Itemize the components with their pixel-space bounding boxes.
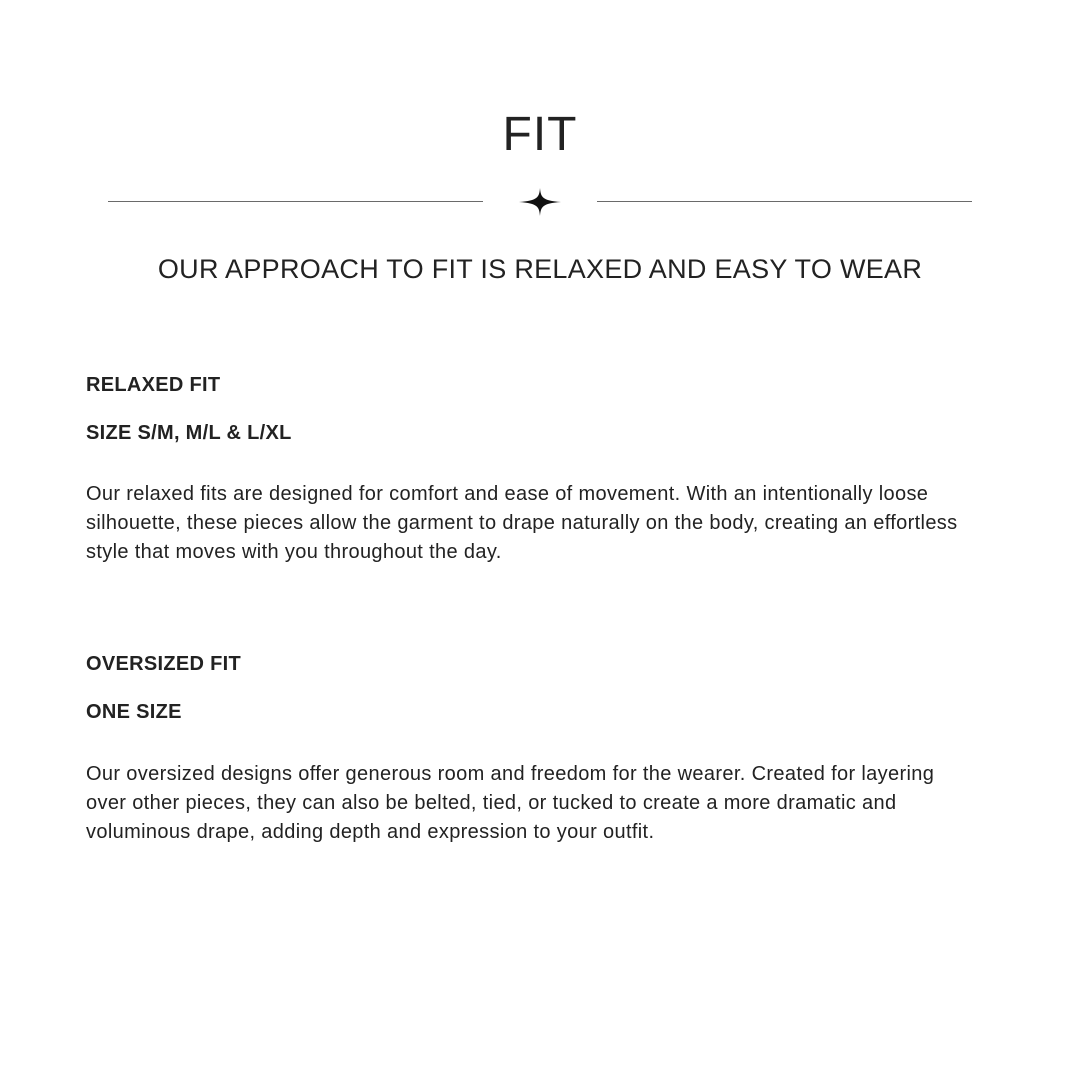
fit-approach-tagline: OUR APPROACH TO FIT IS RELAXED AND EASY TO WEAR bbox=[157, 254, 923, 284]
oversized-fit-sizes: ONE SIZE bbox=[86, 701, 182, 723]
divider-line-right bbox=[597, 201, 972, 202]
relaxed-fit-sizes: SIZE S/M, M/L & L/XL bbox=[86, 422, 292, 444]
relaxed-fit-description: Our relaxed fits are designed for comfort and ease of movement. With an intentionally loose silhouette, these pieces allow the garment to drape naturally on the body, creating an effortless style that moves with you throughout the day. bbox=[86, 483, 958, 563]
divider-line-left bbox=[108, 201, 483, 202]
relaxed-fit-heading: RELAXED FIT bbox=[86, 374, 221, 396]
sparkle-icon bbox=[518, 187, 562, 217]
page-title: FIT bbox=[502, 108, 578, 161]
oversized-fit-description: Our oversized designs offer generous room and freedom for the wearer. Created for layering over other pieces, they can also be belted, tied, or tucked to create a more dramatic and voluminous drape, adding depth and expression to your outfit. bbox=[86, 763, 935, 843]
oversized-fit-heading: OVERSIZED FIT bbox=[86, 653, 242, 675]
